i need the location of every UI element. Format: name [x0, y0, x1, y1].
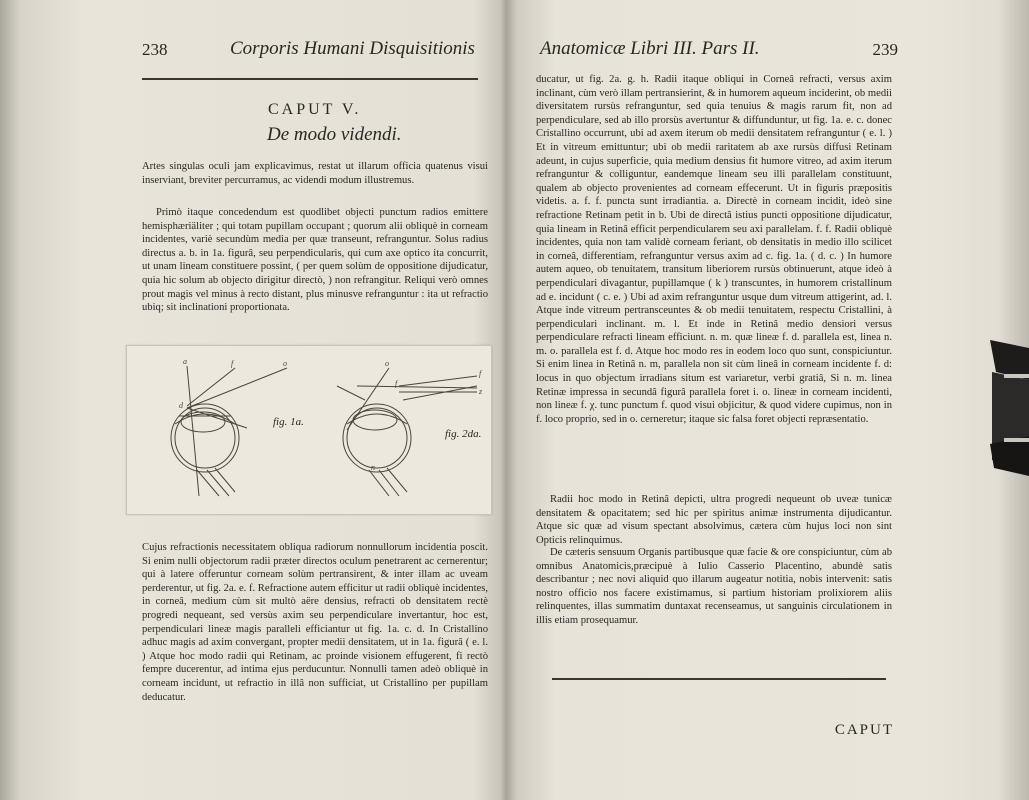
left-page-header: [112, 38, 496, 68]
header-rule: [142, 78, 478, 80]
svg-text:z: z: [479, 387, 483, 396]
footer-rule: [552, 678, 886, 680]
paragraph-refraction: Cujus refractionis necessitatem obliqua radiorum nonnullorum incidentia poscit. Si enim nulli objectorum radii præter directos oculum penetrarent ac cernerentur; qui à latere offeruntur corneam solùm pertransirent, & inter illam ac uveam perderentur, ut fig. 2a. e. f. Refractione autem efficitur ut radii obliquè incidentes, in corneâ, medium cùm sit multò aëre densius, refracti ob densitatem rectè progredi nequeant, sed versùs axim seu perpendiculare invertantur, hoc est, perpendiculari lineæ magis paralleli efficiantur ut fig. 1a. c. d. In Cristallino adhuc magis ad axim convergant, propter medii densitatem, ut in 1a. figurâ ( e. l. ) Atque hoc modo radii qui Retinam, ac proinde visionem effugerent, fi rectò fempre ducerentur, ad intima ejus perducuntur. Nonnulli tamen adeò obliquè in corneam incidunt, ut refractio in illâ non sufficiat, ut Cristallino per pupillam deducatur.: [142, 542, 488, 703]
chapter-heading: CAPUT V.: [268, 101, 362, 118]
paragraph-intro: Artes singulas oculi jam explicavimus, restat ut illarum officia quatenus visui inserviant, breviter percurramus, ac videndi modum illustremus.: [142, 161, 488, 186]
binder-clip: [990, 340, 1029, 476]
paragraph-primo: Primò itaque concedendum est quodlibet objecti punctum radios emittere hemisphæriäliter ; qui totam pupillam occupant ; quorum alii obliquè in corneam incidentes, variè secundùm media per quæ transeunt, refranguntur. Solus radius directus a. b. in 1a. figurâ, seu perpendicularis, qui cum axe optico ita concurrit, ut unam lineam constituere possint, ( per quem solùm de oppositione dijudicatur, quia hic solum ab objecto dirigitur directò, ) non refrangitur. Reliqui verò omnes prout magis vel minus à recto distant, plus minusve refranguntur : ita ut refractio ubiq; sit inclinationi proportionata.: [142, 207, 488, 314]
eye-diagram-illustration: [127, 346, 491, 514]
svg-text:a: a: [183, 357, 187, 366]
svg-text:d: d: [179, 401, 183, 410]
figure-1-label: fig. 1a.: [273, 416, 304, 428]
right-running-title: Anatomicæ Libri III. Pars II.: [540, 38, 760, 59]
right-page: [528, 0, 898, 800]
left-page-number: 238: [142, 40, 168, 59]
eye-diagram-plate: [126, 345, 492, 515]
catchword: CAPUT: [834, 722, 894, 738]
chapter-subtitle: De modo videndi.: [267, 124, 402, 145]
left-page: [112, 0, 496, 800]
paragraph-radii: Radii hoc modo in Retinâ depicti, ultra progredi nequeunt ob uveæ tunicæ densitatem & opacitatem; sed hic per spiritus animæ instrumenta dijudicantur. Atque sic quæ ad visum spectant absolvimus, cætera cùm hujus loci non sint Opticis relinquimus.: [536, 494, 892, 546]
svg-text:f: f: [395, 379, 398, 388]
svg-text:o: o: [283, 359, 287, 368]
paragraph-ducatur: ducatur, ut fig. 2a. g. h. Radii itaque obliqui in Corneâ refracti, versus axim inclinant, cùm verò illam pertransierint, & in humorem aqueum inciderint, ob medii diversitatem rursùs refranguntur, sed quia tenuius & magis rarum fit, non ad perpendiculare, sed ab illo prorsùs avertuntur & diffunduntur, ut fig. 1a. e. c. donec Cristallino occurrunt, ubi ad axem iterum ob medii densitatem refranguntur ( e. l. ) Et in vitreum emittuntur; ubi ob medii raritatem ab axe rursùs diffusi Retinam adeunt, in cujus superficie, quia medium densius fit humore vitreo, ad axim iterum refranguntur & colliguntur, eandemque lineam seu illi parallelam constituunt, qualem ab objecto provenientes ad corneam effecerunt. Ut in figuris præpositis videtis. a. f. f. puncta sunt irradiantia. a. Directè in corneam incidit, ideò sine refractione Retinam petit in b. Ubi de directâ istius puncti oppositione dijudicatur, quia lineam in Retinâ efficit perpendicularem seu axi parallelam. f. f. Radii obliquè incidentes, quia non tam validè corneam feriant, ob densitatis in medio illo scilicet in corneâ, differentiam, refranguntur versus axim ad c. fig. 1a. ( d. c. ) In humore autem aqueo, ob tenuitatem, transitum liberiorem rursùs obtinuerunt, atque ideò à perpendiculari divagantur, pupillamque ( k ) transcuntes, in humorem cristallinum ad e. incidunt ( c. e. ) Ubi ad axim refranguntur usque dum vitreum attigerint, ad. l. Atque inde vitreum pertransceuntes & ob medii tenuitatem, respectu Cristallini, à perpendiculari inclinant. m. l. Et inde in Retinâ medio densiori versus perpendiculare refracti lineam efficiunt. n. m. quæ lineæ f. d. parallela est, linea n. m. o. parallela est f. d. Atque hoc modo res in eodem loco quo sunt, conspiciuntur. Si enim linea in Retinâ n. m, parallela non sit cùm lineâ in corneam incidente f. d: locus in quo objectum irradians situm est variaretur, verbi gratiâ, Si n. m. linea Retinæ impressa in secundâ figurâ parallela foret i. o. lineæ in corneam incidenti, non lineæ f. χ. tunc punctum f. quod visui objicitur, & quod videre cupimus, non in f. loco proprio, sed in o. cerneretur; itaque sic falsa foret objecti repræsentatio.: [536, 74, 892, 425]
right-page-header: [528, 38, 898, 68]
svg-text:f: f: [231, 359, 234, 368]
left-running-title: Corporis Humani Disquisitionis: [230, 38, 475, 59]
paragraph-de-ceteris: De cæteris sensuum Organis partibusque quæ facie & ore conspiciuntur, cùm ab omnibus Anatomicis,præcipuè à Iulio Casserio Placentino, abundè satis describantur ; nec novi aliquid quo illarum augeatur notitia, nobis intervenit: satis nostro officio nos facere existimamus, si partium historiam prolixiorem aliis relinquentes, illas summatim duntaxat recenseamus, ut sanguinis circulationem in illis etiam prosequamur.: [536, 547, 892, 626]
svg-text:o: o: [385, 359, 389, 368]
figure-2-label: fig. 2da.: [445, 428, 482, 440]
svg-text:n: n: [371, 463, 375, 472]
right-page-number: 239: [872, 40, 898, 59]
svg-text:f: f: [479, 369, 482, 378]
